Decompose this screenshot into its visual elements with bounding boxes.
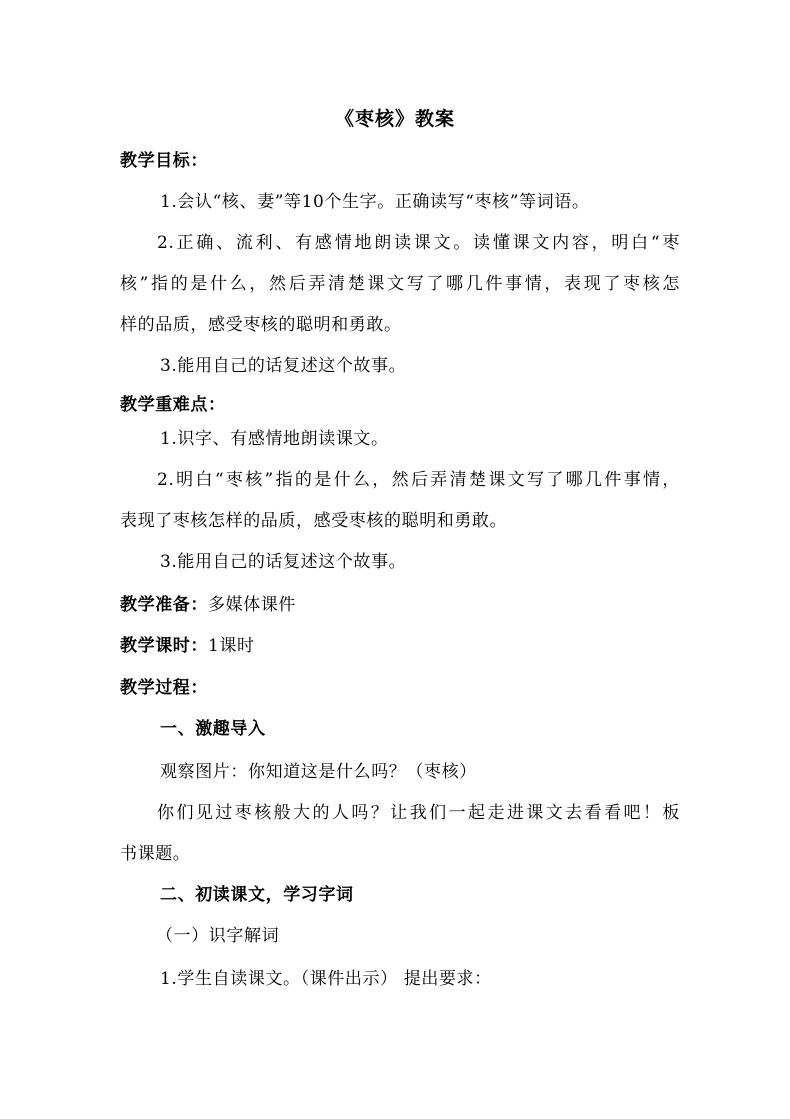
goal-1: 1.会认“核、妻”等10个生字。正确读写“枣核”等词语。: [160, 192, 590, 212]
preparation-value: 多媒体课件: [208, 595, 296, 615]
section-1-paragraph-2-line-2: 书课题。: [120, 844, 191, 864]
goal-2-line-1: 2.正确、流利、有感情地朗读课文。读懂课文内容，明白“枣: [157, 233, 680, 253]
preparation-line: [120, 593, 680, 617]
goal-2-line-2: 核”指的是什么，然后弄清楚课文写了哪几件事情，表现了枣核怎: [120, 274, 680, 294]
key-point-3: 3.能用自己的话复述这个故事。: [160, 552, 407, 572]
key-points-heading: 教学重难点：: [120, 395, 226, 415]
class-hours-value: 1课时: [208, 636, 255, 656]
class-hours-label: 教学课时：: [120, 636, 208, 656]
section-2-subheading-1: （一）识字解词: [156, 926, 280, 946]
document-title: 《枣核》教案: [334, 108, 455, 130]
class-hours-line: [120, 634, 680, 658]
goals-heading: 教学目标：: [120, 151, 208, 171]
goal-2-line-3: 样的品质，感受枣核的聪明和勇敢。: [120, 315, 402, 335]
process-heading: 教学过程：: [120, 678, 208, 698]
key-point-2-line-2: 表现了枣核怎样的品质，感受枣核的聪明和勇敢。: [120, 511, 508, 531]
key-point-1: 1.识字、有感情地朗读课文。: [160, 429, 389, 449]
section-2-heading: 二、初读课文，学习字词: [160, 885, 354, 905]
section-2-paragraph-1: 1.学生自读课文。（课件出示） 提出要求：: [160, 969, 492, 989]
section-1-paragraph-1: 观察图片：你知道这是什么吗？（枣核）: [160, 762, 477, 782]
section-1-paragraph-2-line-1: 你们见过枣核般大的人吗？让我们一起走进课文去看看吧！板: [157, 803, 680, 823]
preparation-label: 教学准备：: [120, 595, 208, 615]
key-point-2-line-1: 2.明白“枣核”指的是什么，然后弄清楚课文写了哪几件事情，: [157, 470, 680, 490]
goal-3: 3.能用自己的话复述这个故事。: [160, 356, 407, 376]
section-1-heading: 一、激趣导入: [160, 719, 266, 739]
